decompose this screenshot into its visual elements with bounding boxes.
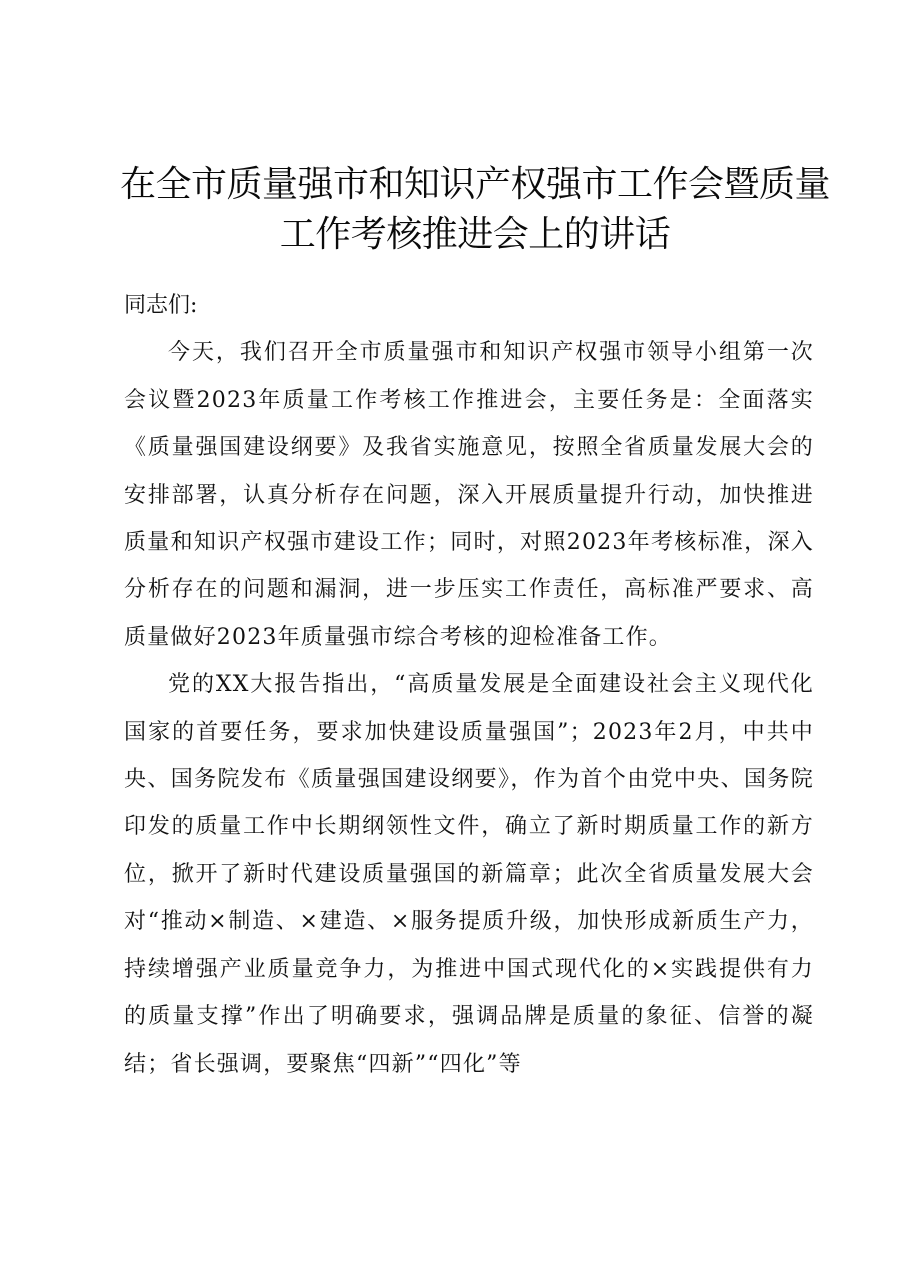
paragraph-1: 今天，我们召开全市质量强市和知识产权强市领导小组第一次会议暨2023年质量工作考核工作推进会，主要任务是：全面落实《质量强国建设纲要》及我省实施意见，按照全省质量发展大会的安排部署，认真分析存在问题，深入开展质量提升行动，加快推进质量和知识产权强市建设工作；同时，对照2023年考核标准，深入分析存在的问题和漏洞，进一步压实工作责任，高标准严要求、高质量做好2023年质量强市综合考核的迎检准备工作。 xyxy=(124,340,814,650)
salutation: 同志们: xyxy=(124,293,198,318)
paragraph-2: 党的XX大报告指出，“高质量发展是全面建设社会主义现代化国家的首要任务，要求加快建设质量强国”；2023年2月，中共中央、国务院发布《质量强国建设纲要》，作为首个由党中央、国务院印发的质量工作中长期纲领性文件，确立了新时期质量工作的新方位，掀开了新时代建设质量强国的新篇章；此次全省质量发展大会对“推动×制造、×建造、×服务提质升级，加快形成新质生产力，持续增强产业质量竞争力，为推进中国式现代化的×实践提供有力的质量支撑”作出了明确要求，强调品牌是质量的象征、信誉的凝结；省长强调，要聚焦“四新”“四化”等 xyxy=(124,672,814,1077)
document-title: 在全市质量强市和知识产权强市工作会暨质量工作考核推进会上的讲话 xyxy=(119,164,830,255)
document-body xyxy=(124,282,814,1088)
